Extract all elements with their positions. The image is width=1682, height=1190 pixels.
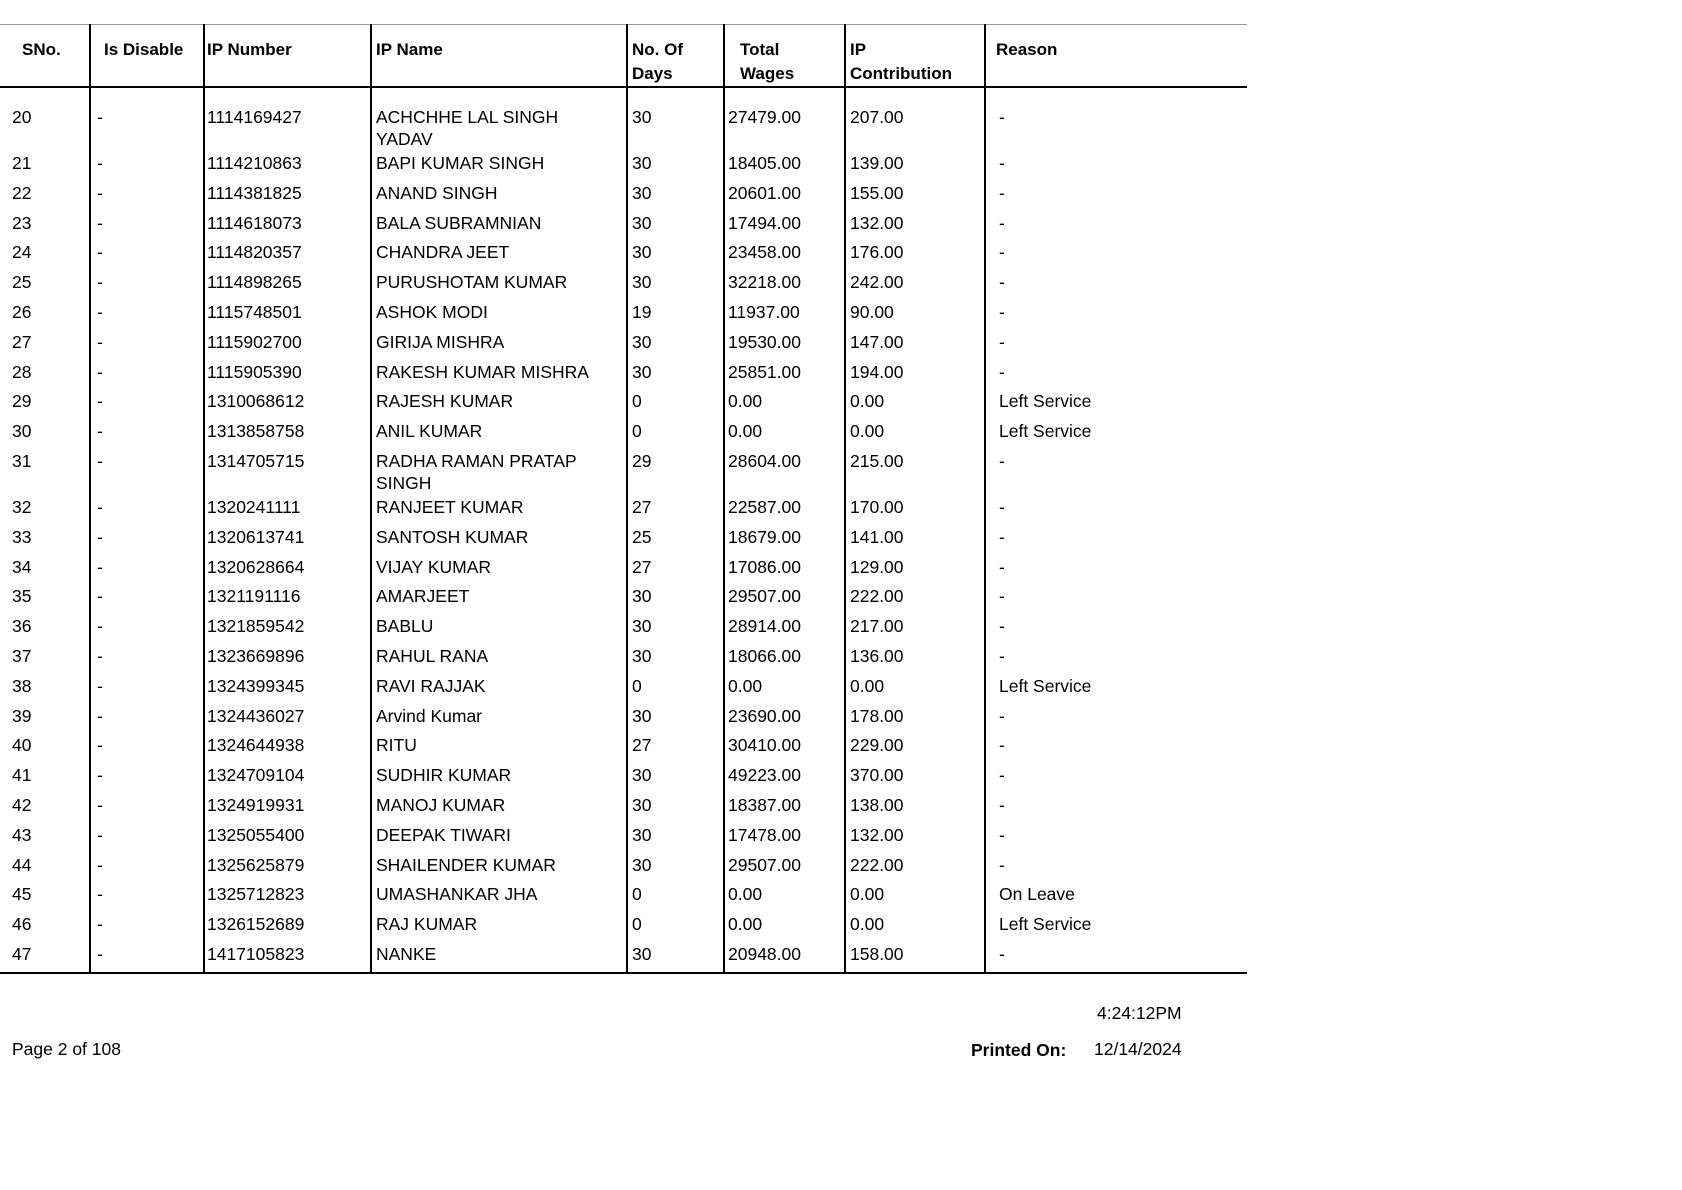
cell-is-disable: - <box>97 854 103 875</box>
column-divider <box>370 24 372 974</box>
cell-ip-name: RITU <box>376 735 417 756</box>
cell-ip-number: 1325055400 <box>207 824 305 845</box>
cell-is-disable: - <box>97 361 103 382</box>
cell-reason: - <box>999 361 1005 382</box>
cell-total-wages: 23690.00 <box>728 705 801 726</box>
cell-total-wages: 20601.00 <box>728 182 801 203</box>
cell-ip-contribution: 141.00 <box>850 526 904 547</box>
cell-days: 30 <box>632 153 652 173</box>
cell-days: 30 <box>632 212 652 233</box>
cell-ip-contribution: 136.00 <box>850 646 904 666</box>
cell-sno: 44 <box>12 854 32 875</box>
cell-ip-name: SANTOSH KUMAR <box>376 526 529 547</box>
cell-ip-name: RADHA RAMAN PRATAP SINGH <box>376 451 577 493</box>
cell-ip-contribution: 178.00 <box>850 705 904 726</box>
cell-is-disable: - <box>97 586 103 607</box>
cell-ip-name: RAVI RAJJAK <box>376 675 486 696</box>
cell-reason: - <box>999 824 1005 845</box>
cell-total-wages: 23458.00 <box>728 242 801 263</box>
cell-sno: 46 <box>12 914 32 935</box>
cell-reason: - <box>999 765 1005 786</box>
cell-days: 0 <box>632 675 642 696</box>
cell-ip-number: 1325712823 <box>207 884 305 905</box>
cell-ip-contribution: 170.00 <box>850 497 904 517</box>
cell-reason: - <box>999 705 1005 726</box>
cell-reason: - <box>999 302 1005 322</box>
cell-ip-contribution: 222.00 <box>850 854 904 875</box>
cell-ip-contribution: 90.00 <box>850 302 894 322</box>
cell-is-disable: - <box>97 302 103 322</box>
cell-is-disable: - <box>97 153 103 173</box>
cell-total-wages: 17478.00 <box>728 824 801 845</box>
table-top-border <box>0 24 1247 25</box>
cell-ip-number: 1324399345 <box>207 675 305 696</box>
cell-reason: Left Service <box>999 391 1092 412</box>
cell-ip-number: 1324919931 <box>207 795 305 815</box>
cell-sno: 34 <box>12 556 32 577</box>
cell-ip-contribution: 242.00 <box>850 272 904 293</box>
cell-days: 30 <box>632 824 652 845</box>
cell-sno: 27 <box>12 331 32 352</box>
cell-ip-number: 1114820357 <box>207 242 302 263</box>
cell-is-disable: - <box>97 421 103 442</box>
cell-ip-contribution: 0.00 <box>850 391 885 412</box>
cell-reason: - <box>999 735 1005 756</box>
cell-days: 30 <box>632 944 652 964</box>
table-bottom-border <box>0 972 1247 974</box>
cell-ip-contribution: 215.00 <box>850 451 904 471</box>
cell-is-disable: - <box>97 212 103 233</box>
cell-reason: - <box>999 153 1005 173</box>
cell-reason: - <box>999 795 1005 815</box>
cell-sno: 20 <box>12 107 32 127</box>
cell-reason: Left Service <box>999 675 1092 696</box>
header-contrib-line1: IP <box>850 40 867 59</box>
cell-sno: 36 <box>12 616 32 637</box>
cell-days: 30 <box>632 107 652 127</box>
cell-days: 0 <box>632 914 642 935</box>
cell-ip-contribution: 155.00 <box>850 182 904 203</box>
cell-total-wages: 0.00 <box>728 914 763 935</box>
cell-is-disable: - <box>97 795 103 815</box>
cell-total-wages: 18679.00 <box>728 526 801 547</box>
cell-ip-name: NANKE <box>376 944 437 964</box>
cell-reason: Left Service <box>999 421 1092 442</box>
cell-is-disable: - <box>97 331 103 352</box>
cell-sno: 29 <box>12 391 32 412</box>
cell-ip-contribution: 147.00 <box>850 331 904 352</box>
cell-ip-name: RAJ KUMAR <box>376 914 478 935</box>
cell-ip-number: 1115902700 <box>207 331 302 352</box>
cell-sno: 26 <box>12 302 32 322</box>
cell-sno: 22 <box>12 182 32 203</box>
cell-total-wages: 28604.00 <box>728 451 801 471</box>
cell-total-wages: 32218.00 <box>728 272 801 293</box>
cell-sno: 25 <box>12 272 32 293</box>
cell-total-wages: 0.00 <box>728 884 763 905</box>
cell-total-wages: 18066.00 <box>728 646 801 666</box>
header-days <box>632 38 683 86</box>
cell-ip-number: 1114169427 <box>207 107 302 127</box>
cell-is-disable: - <box>97 391 103 412</box>
header-reason: Reason <box>996 40 1058 59</box>
cell-ip-name: RAKESH KUMAR MISHRA <box>376 361 589 382</box>
cell-ip-contribution: 158.00 <box>850 944 904 964</box>
cell-total-wages: 20948.00 <box>728 944 801 964</box>
cell-ip-number: 1320613741 <box>207 526 305 547</box>
cell-ip-number: 1324436027 <box>207 705 305 726</box>
cell-is-disable: - <box>97 735 103 756</box>
cell-ip-number: 1324709104 <box>207 765 305 786</box>
header-days-line2: Days <box>632 64 673 83</box>
header-sno: SNo. <box>22 40 61 59</box>
header-wages-line2: Wages <box>740 64 795 83</box>
cell-days: 27 <box>632 735 652 756</box>
cell-reason: Left Service <box>999 914 1092 935</box>
cell-total-wages: 11937.00 <box>728 302 800 322</box>
cell-ip-number: 1114210863 <box>207 153 302 173</box>
cell-reason: On Leave <box>999 884 1075 905</box>
cell-ip-contribution: 0.00 <box>850 675 885 696</box>
header-wages-line1: Total <box>740 40 780 59</box>
cell-ip-number: 1321191116 <box>207 586 301 607</box>
cell-is-disable: - <box>97 451 103 471</box>
cell-days: 30 <box>632 854 652 875</box>
cell-is-disable: - <box>97 646 103 666</box>
cell-ip-name: SHAILENDER KUMAR <box>376 854 556 875</box>
cell-days: 30 <box>632 795 652 815</box>
cell-total-wages: 25851.00 <box>728 361 801 382</box>
header-bottom-border <box>0 86 1247 88</box>
cell-sno: 47 <box>12 944 32 964</box>
cell-total-wages: 17494.00 <box>728 212 801 233</box>
cell-ip-number: 1320241111 <box>207 497 301 517</box>
cell-ip-name: CHANDRA JEET <box>376 242 510 263</box>
cell-ip-number: 1313858758 <box>207 421 305 442</box>
cell-ip-contribution: 370.00 <box>850 765 904 786</box>
cell-ip-contribution: 222.00 <box>850 586 904 607</box>
cell-sno: 31 <box>12 451 32 471</box>
cell-total-wages: 19530.00 <box>728 331 801 352</box>
cell-sno: 43 <box>12 824 32 845</box>
cell-ip-name: Arvind Kumar <box>376 705 483 726</box>
cell-ip-number: 1324644938 <box>207 735 305 756</box>
header-ip-name: IP Name <box>376 40 443 59</box>
cell-sno: 35 <box>12 586 32 607</box>
cell-days: 30 <box>632 616 652 637</box>
cell-days: 30 <box>632 361 652 382</box>
column-divider <box>984 24 986 972</box>
cell-ip-contribution: 217.00 <box>850 616 904 637</box>
cell-is-disable: - <box>97 824 103 845</box>
cell-ip-name: BALA SUBRAMNIAN <box>376 212 542 233</box>
cell-ip-name: ASHOK MODI <box>376 302 488 322</box>
cell-days: 30 <box>632 331 652 352</box>
cell-days: 0 <box>632 884 642 905</box>
column-divider <box>626 24 628 972</box>
cell-is-disable: - <box>97 884 103 905</box>
cell-ip-contribution: 207.00 <box>850 107 904 127</box>
cell-days: 30 <box>632 646 652 666</box>
cell-ip-contribution: 138.00 <box>850 795 904 815</box>
cell-reason: - <box>999 586 1005 607</box>
column-divider <box>844 24 846 972</box>
cell-sno: 33 <box>12 526 32 547</box>
cell-days: 27 <box>632 497 652 517</box>
cell-sno: 37 <box>12 646 32 666</box>
cell-is-disable: - <box>97 914 103 935</box>
cell-ip-number: 1314705715 <box>207 451 305 471</box>
header-days-line1: No. Of <box>632 40 683 59</box>
cell-reason: - <box>999 331 1005 352</box>
column-divider <box>89 24 91 974</box>
cell-reason: - <box>999 556 1005 577</box>
cell-days: 30 <box>632 272 652 293</box>
cell-ip-contribution: 194.00 <box>850 361 904 382</box>
cell-ip-number: 1417105823 <box>207 944 305 964</box>
cell-ip-number: 1325625879 <box>207 854 305 875</box>
cell-sno: 23 <box>12 212 32 233</box>
cell-is-disable: - <box>97 182 103 203</box>
cell-days: 0 <box>632 421 642 442</box>
cell-ip-name: ACHCHHE LAL SINGH YADAV <box>376 107 559 149</box>
cell-days: 30 <box>632 182 652 203</box>
cell-ip-number: 1321859542 <box>207 616 305 637</box>
header-ip-number: IP Number <box>207 40 292 59</box>
cell-reason: - <box>999 854 1005 875</box>
cell-ip-contribution: 132.00 <box>850 212 904 233</box>
cell-is-disable: - <box>97 675 103 696</box>
cell-is-disable: - <box>97 616 103 637</box>
cell-ip-name: PURUSHOTAM KUMAR <box>376 272 568 293</box>
cell-ip-contribution: 176.00 <box>850 242 904 263</box>
cell-total-wages: 28914.00 <box>728 616 801 637</box>
cell-days: 30 <box>632 705 652 726</box>
cell-reason: - <box>999 497 1005 517</box>
cell-days: 29 <box>632 451 652 471</box>
cell-sno: 21 <box>12 153 32 173</box>
cell-ip-contribution: 229.00 <box>850 735 904 756</box>
cell-ip-number: 1115905390 <box>207 361 302 382</box>
cell-ip-name: VIJAY KUMAR <box>376 556 492 577</box>
cell-sno: 42 <box>12 795 32 815</box>
cell-total-wages: 49223.00 <box>728 765 801 786</box>
cell-reason: - <box>999 107 1005 127</box>
cell-ip-name: ANIL KUMAR <box>376 421 483 442</box>
cell-days: 0 <box>632 391 642 412</box>
cell-is-disable: - <box>97 107 103 127</box>
cell-ip-name: UMASHANKAR JHA <box>376 884 538 905</box>
cell-ip-number: 1114618073 <box>207 212 302 233</box>
cell-ip-name: RAJESH KUMAR <box>376 391 514 412</box>
cell-reason: - <box>999 242 1005 263</box>
cell-total-wages: 17086.00 <box>728 556 801 577</box>
cell-ip-number: 1323669896 <box>207 646 305 666</box>
cell-ip-contribution: 0.00 <box>850 421 885 442</box>
cell-total-wages: 30410.00 <box>728 735 801 756</box>
cell-ip-number: 1115748501 <box>207 302 302 322</box>
cell-sno: 39 <box>12 705 32 726</box>
cell-ip-name: BABLU <box>376 616 434 637</box>
printed-on-label: Printed On: <box>971 1040 1067 1060</box>
cell-is-disable: - <box>97 242 103 263</box>
cell-sno: 41 <box>12 765 32 786</box>
header-contrib-line2: Contribution <box>850 64 952 83</box>
cell-sno: 40 <box>12 735 32 756</box>
cell-ip-contribution: 0.00 <box>850 884 885 905</box>
cell-ip-name: RAHUL RANA <box>376 646 489 666</box>
cell-ip-name: BAPI KUMAR SINGH <box>376 153 545 173</box>
cell-total-wages: 18405.00 <box>728 153 801 173</box>
cell-total-wages: 18387.00 <box>728 795 801 815</box>
header-ip-contribution <box>850 38 952 86</box>
cell-sno: 38 <box>12 675 32 696</box>
cell-days: 30 <box>632 765 652 786</box>
cell-reason: - <box>999 212 1005 233</box>
cell-is-disable: - <box>97 526 103 547</box>
cell-is-disable: - <box>97 765 103 786</box>
cell-ip-number: 1320628664 <box>207 556 305 577</box>
cell-days: 30 <box>632 586 652 607</box>
cell-ip-name: MANOJ KUMAR <box>376 795 506 815</box>
cell-sno: 24 <box>12 242 32 263</box>
cell-total-wages: 27479.00 <box>728 107 801 127</box>
cell-ip-name: GIRIJA MISHRA <box>376 331 505 352</box>
cell-sno: 30 <box>12 421 32 442</box>
cell-ip-name: DEEPAK TIWARI <box>376 824 511 845</box>
cell-ip-number: 1114898265 <box>207 272 302 293</box>
cell-reason: - <box>999 272 1005 293</box>
cell-total-wages: 0.00 <box>728 675 763 696</box>
cell-total-wages: 29507.00 <box>728 586 801 607</box>
cell-days: 25 <box>632 526 652 547</box>
cell-ip-name: RANJEET KUMAR <box>376 497 524 517</box>
printed-time: 4:24:12PM <box>1097 1003 1182 1023</box>
cell-days: 19 <box>632 302 652 322</box>
cell-sno: 45 <box>12 884 32 905</box>
cell-ip-number: 1326152689 <box>207 914 305 935</box>
printed-on-date: 12/14/2024 <box>1094 1039 1182 1059</box>
cell-is-disable: - <box>97 497 103 517</box>
cell-ip-contribution: 129.00 <box>850 556 904 577</box>
cell-days: 30 <box>632 242 652 263</box>
page-number: Page 2 of 108 <box>12 1039 121 1059</box>
cell-reason: - <box>999 451 1005 471</box>
cell-total-wages: 29507.00 <box>728 854 801 875</box>
cell-ip-name: ANAND SINGH <box>376 182 498 203</box>
cell-total-wages: 0.00 <box>728 421 763 442</box>
cell-reason: - <box>999 182 1005 203</box>
cell-is-disable: - <box>97 556 103 577</box>
header-total-wages <box>740 38 794 86</box>
cell-days: 27 <box>632 556 652 577</box>
cell-ip-number: 1310068612 <box>207 391 305 412</box>
cell-reason: - <box>999 616 1005 637</box>
cell-total-wages: 0.00 <box>728 391 763 412</box>
cell-ip-name: AMARJEET <box>376 586 470 607</box>
cell-reason: - <box>999 646 1005 666</box>
column-divider <box>203 24 205 974</box>
cell-ip-name: SUDHIR KUMAR <box>376 765 512 786</box>
cell-ip-contribution: 139.00 <box>850 153 904 173</box>
cell-reason: - <box>999 944 1005 964</box>
header-is-disable: Is Disable <box>104 40 184 59</box>
cell-ip-contribution: 0.00 <box>850 914 885 935</box>
column-divider <box>723 24 725 972</box>
cell-total-wages: 22587.00 <box>728 497 801 517</box>
cell-sno: 32 <box>12 497 32 517</box>
cell-reason: - <box>999 526 1005 547</box>
cell-is-disable: - <box>97 705 103 726</box>
cell-ip-number: 1114381825 <box>207 182 302 203</box>
cell-is-disable: - <box>97 944 103 964</box>
cell-ip-contribution: 132.00 <box>850 824 904 845</box>
cell-is-disable: - <box>97 272 103 293</box>
cell-sno: 28 <box>12 361 32 382</box>
